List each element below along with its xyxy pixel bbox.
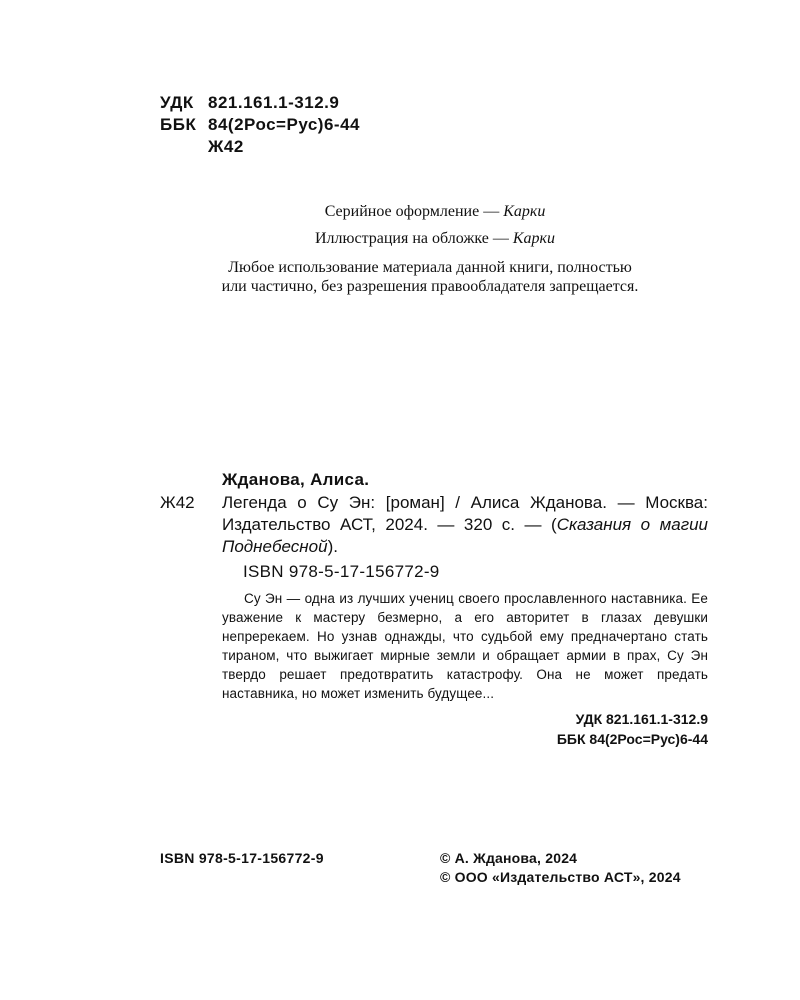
series-title: Сказания о магии Поднебесной	[222, 515, 708, 556]
record-bbk: ББК 84(2Рос=Рус)6-44	[556, 731, 708, 747]
copyright-notice-line-1: Любое использование материала данной книги, полностью	[228, 259, 632, 276]
bibliographic-record	[160, 470, 708, 749]
bbk-row	[160, 114, 360, 136]
record-isbn: ISBN 978-5-17-156772-9	[243, 562, 440, 581]
author-sign: Ж42	[208, 137, 244, 156]
copyright-notice-line-2: или частично, без разрешения правообладателя запрещается.	[221, 278, 639, 295]
bbk-value: 84(2Рос=Рус)6-44	[208, 115, 360, 134]
copyright-author: © А. Жданова, 2024	[440, 850, 578, 866]
footer-isbn: ISBN 978-5-17-156772-9	[160, 850, 324, 866]
copyright-publisher: © ООО «Издательство АСТ», 2024	[440, 869, 681, 885]
description-main: Легенда о Су Эн: [роман] / Алиса Жданова. — Москва: Издательство АСТ, 2024. — 320 с. — (	[222, 493, 708, 534]
udk-value: 821.161.1-312.9	[208, 93, 340, 112]
author-heading: Жданова, Алиса.	[222, 470, 370, 489]
cover-illustration-credit	[0, 229, 800, 249]
udk-label: УДК	[160, 93, 194, 112]
series-design-credit	[0, 202, 800, 222]
cover-illustration-label: Иллюстрация на обложке —	[315, 230, 513, 247]
description-end: ).	[327, 537, 338, 556]
series-design-name: Карки	[503, 203, 546, 220]
bbk-label: ББК	[160, 115, 197, 134]
bibliographic-description	[160, 492, 708, 558]
footer-copyrights	[440, 849, 681, 887]
copyright-notice	[160, 258, 700, 296]
record-udk: УДК 821.161.1-312.9	[575, 711, 708, 727]
series-design-label: Серийное оформление —	[324, 203, 504, 220]
record-classification	[160, 709, 708, 749]
udk-row	[160, 92, 360, 114]
description-text	[222, 492, 708, 558]
cover-illustration-name: Карки	[512, 230, 555, 247]
entry-author-sign: Ж42	[160, 493, 195, 512]
annotation: Су Эн — одна из лучших учениц своего прославленного наставника. Ее уважение к мастеру безмерно, а его авторитет в глазах девушки непререкаем. Но узнав однажды, что судьбой ему предначертано стать тираном, что выжигает мирные земли и обращает армии в прах, Су Эн твердо решает предотвратить катастрофу. Она не может предать наставника, но может изменить будущее...	[222, 591, 708, 701]
classification-codes	[160, 92, 360, 158]
